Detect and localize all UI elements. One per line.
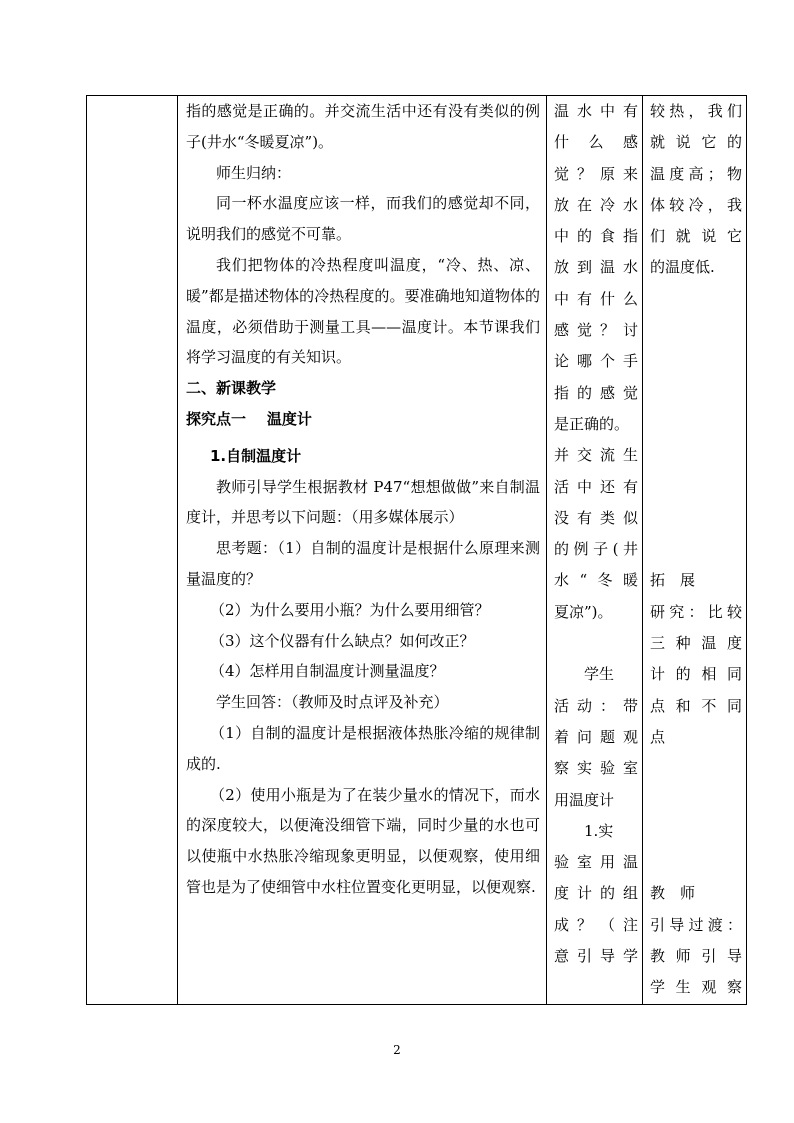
blank-line — [554, 628, 638, 659]
paragraph: （2）为什么要用小瓶？为什么要用细管？ — [210, 600, 490, 619]
text-line: 活动：带 — [554, 696, 638, 715]
lesson-plan-table — [86, 95, 747, 1005]
text-line: 中的食指 — [554, 227, 638, 246]
text-line: 成？（注 — [554, 915, 638, 934]
text-line: 的温度低. — [650, 258, 715, 277]
section-heading: 二、新课教学 — [186, 379, 277, 398]
blank-line — [650, 753, 742, 784]
blank-line — [650, 503, 742, 534]
paragraph: 同一杯水温度应该一样，而我们的感觉却不同，说明我们的感觉不可靠。 — [186, 194, 540, 244]
blank-line — [650, 847, 742, 878]
text-line: 感觉？讨 — [554, 321, 638, 340]
text-line: 夏凉”)。 — [554, 602, 613, 621]
text-line: 教 师 — [650, 884, 696, 903]
text-line: 点 — [650, 727, 666, 746]
blank-line — [650, 472, 742, 503]
blank-line — [650, 409, 742, 440]
text-line: 温水中有 — [554, 102, 638, 120]
paragraph: （4）怎样用自制温度计测量温度？ — [210, 662, 445, 681]
subsection-heading: 探究点一 温度计 — [186, 409, 312, 428]
text-line: 点和不同 — [650, 696, 742, 715]
text-line: 验室用温 — [554, 853, 638, 872]
text-line: 觉？原来 — [554, 164, 638, 183]
text-line: 拓 展 — [650, 571, 696, 590]
blank-line — [650, 816, 742, 847]
paragraph: 思考题：（1）自制的温度计是根据什么原理来测量温度的？ — [186, 539, 540, 588]
design-notes-cell — [643, 96, 747, 1005]
text-line: 体较冷，我 — [650, 195, 742, 214]
paragraph: （1）自制的温度计是根据液体热胀冷缩的规律制成的. — [186, 723, 540, 773]
text-line: 论哪个手 — [554, 352, 638, 371]
blank-line — [650, 315, 742, 346]
paragraph: 我们把物体的冷热程度叫温度，“冷、热、凉、暖”都是描述物体的冷热程度的。要准确地知道物体的温度，必须借助于测量工具——温度计。本节课我们将学习温度的有关知识。 — [186, 255, 540, 367]
table-row — [87, 96, 747, 1005]
text-line: 三种温度 — [650, 634, 742, 653]
paragraph: 指的感觉是正确的。并交流生活中还有没有类似的例子(井水“冬暖夏凉”)。 — [186, 102, 540, 151]
text-line: 意引导学 — [554, 947, 638, 966]
text-line: 放到温水 — [554, 258, 638, 277]
text-line: 用温度计 — [554, 790, 615, 809]
text-line: 指的感觉 — [554, 383, 638, 402]
text-line: 较热，我们 — [650, 102, 742, 120]
text-line: 水“冬暖 — [554, 571, 638, 590]
text-line: 度计的组 — [554, 884, 638, 903]
text-line: 没有类似 — [554, 508, 638, 527]
teaching-process-cell — [178, 96, 547, 1005]
text-line: 学生 — [584, 665, 615, 684]
blank-line — [650, 346, 742, 377]
text-line: 们就说它 — [650, 227, 742, 246]
paragraph: 师生归纳： — [216, 163, 292, 182]
blank-line — [650, 440, 742, 471]
blank-line — [650, 785, 742, 816]
text-line: 1.实 — [584, 821, 614, 840]
page-number: 2 — [393, 1043, 401, 1057]
text-line: 活中还有 — [554, 477, 638, 496]
empty-cell — [87, 96, 178, 1005]
student-activity-cell — [547, 96, 643, 1005]
blank-line — [650, 534, 742, 565]
text-line: 着问题观 — [554, 727, 638, 746]
paragraph: 教师引导学生根据教材 P47“想想做做”来自制温度计，并思考以下问题：（用多媒体展示） — [186, 477, 540, 527]
paragraph: 学生回答：（教师及时点评及补充） — [216, 693, 449, 712]
paragraph: （3）这个仪器有什么缺点？如何改正？ — [210, 631, 475, 650]
text-line: 学生观察 — [650, 978, 742, 997]
topic-heading: 1.自制温度计 — [210, 446, 302, 465]
text-line: 是正确的。 — [554, 414, 630, 433]
blank-line — [650, 284, 742, 315]
blank-line — [650, 378, 742, 409]
text-line: 教师引导 — [650, 947, 742, 966]
text-line: 研究：比较 — [650, 602, 742, 621]
text-line: 的例子(井 — [554, 540, 638, 559]
text-line: 什 么 感 — [554, 133, 638, 152]
text-line: 引导过渡： — [650, 915, 742, 934]
text-line: 中有什么 — [554, 289, 638, 308]
paragraph: （2）使用小瓶是为了在装少量水的情况下，而水的深度较大，以便淹没细管下端，同时少量的水也可以使瓶中水热胀冷缩现象更明显，以便观察，使用细管也是为了使细管中水柱位置变化更明显，以便观察. — [186, 785, 540, 896]
text-line: 计的相同 — [650, 665, 742, 684]
text-line: 放在冷水 — [554, 195, 638, 214]
text-line: 察实验室 — [554, 759, 638, 778]
text-line: 温度高；物 — [650, 164, 742, 183]
text-line: 并交流生 — [554, 446, 638, 465]
text-line: 就说它的 — [650, 133, 742, 152]
